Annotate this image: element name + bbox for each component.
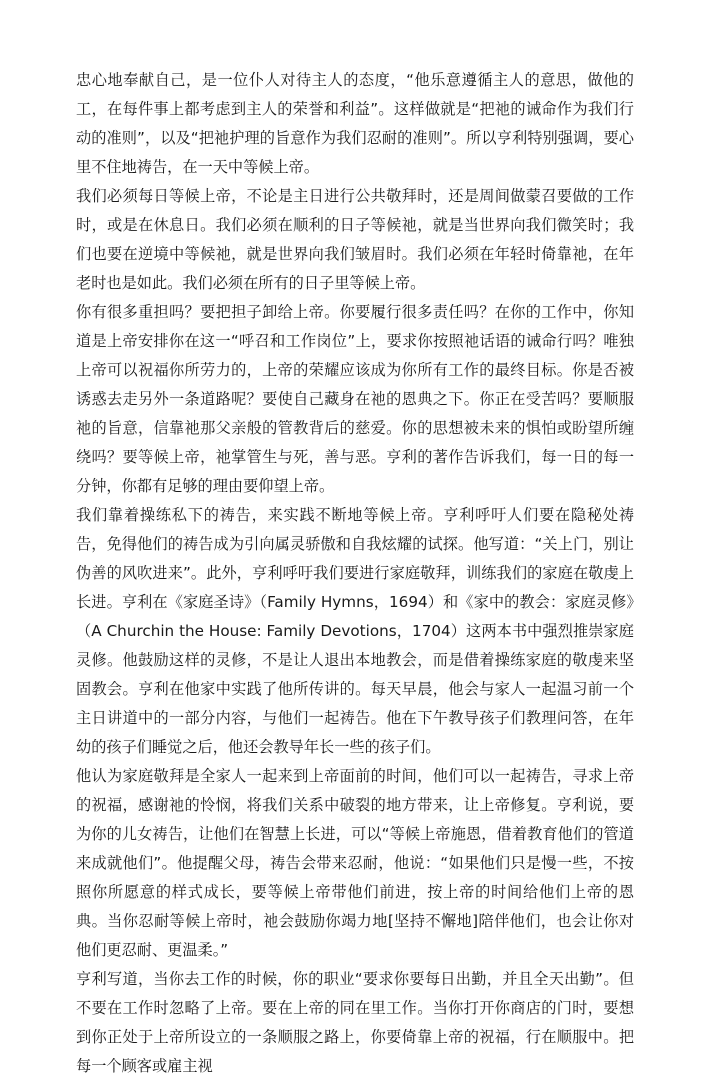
paragraph-2: 我们必须每日等候上帝，不论是主日进行公共敬拜时，还是周间做蒙召要做的工作时，或是在休息日。我们必须在顺利的日子等候祂，就是当世界向我们微笑时；我们也要在逆境中等候祂，就是世界向我们皱眉时。我们必须在年轻时倚靠祂，在年老时也是如此。我们必须在所有的日子里等候上帝。 [76,187,634,292]
paragraph-3: 你有很多重担吗？要把担子卸给上帝。你要履行很多责任吗？在你的工作中，你知道是上帝安排你在这一“呼召和工作岗位”上，要求你按照祂话语的诫命行吗？唯独上帝可以祝福你所劳力的，上帝的荣耀应该成为你所有工作的最终目标。你是否被诱惑去走另外一条道路呢？要使自己藏身在祂的恩典之下。你正在受苦吗？要顺服祂的旨意，信靠祂那父亲般的管教背后的慈爱。你的思想被未来的惧怕或盼望所缠绕吗？要等候上帝，祂掌管生与死，善与恶。亨利的著作告诉我们，每一日的每一分钟，你都有足够的理由要仰望上帝。 [76,303,634,495]
paragraph-6: 亨利写道，当你去工作的时候，你的职业“要求你要每日出勤，并且全天出勤”。但不要在工作时忽略了上帝。要在上帝的同在里工作。当你打开你商店的门时，要想到你正处于上帝所设立的一条顺服之路上，你要倚靠上帝的祝福，行在顺服中。把每一个顾客或雇主视 [76,970,634,1075]
paragraph-1: 忠心地奉献自己，是一位仆人对待主人的态度，“他乐意遵循主人的意思，做他的工，在每件事上都考虑到主人的荣誉和利益”。这样做就是“把祂的诫命作为我们行动的准则”，以及“把祂护理的旨意作为我们忍耐的准则”。所以亨利特别强调，要心里不住地祷告，在一天中等候上帝。 [76,71,634,176]
paragraph-4: 我们靠着操练私下的祷告，来实践不断地等候上帝。亨利呼吁人们要在隐秘处祷告，免得他们的祷告成为引向属灵骄傲和自我炫耀的试探。他写道：“关上门，别让伪善的风吹进来”。此外，亨利呼吁我们要进行家庭敬拜，训练我们的家庭在敬虔上长进。亨利在《家庭圣诗》（Family Hymns，1694）和《家中的教会：家庭灵修》（A Churchin the House: Family Devotions，1704）这两本书中强烈推崇家庭灵修。他鼓励这样的灵修，不是让人退出本地教会，而是借着操练家庭的敬虔来坚固教会。亨利在他家中实践了他所传讲的。每天早晨，他会与家人一起温习前一个主日讲道中的一部分内容，与他们一起祷告。他在下午教导孩子们教理问答，在年幼的孩子们睡觉之后，他还会教导年长一些的孩子们。 [76,506,634,756]
paragraph-5: 他认为家庭敬拜是全家人一起来到上帝面前的时间，他们可以一起祷告，寻求上帝的祝福，感谢祂的怜悯，将我们关系中破裂的地方带来，让上帝修复。亨利说，要为你的儿女祷告，让他们在智慧上长进，可以“等候上帝施恩，借着教育他们的管道来成就他们”。他提醒父母，祷告会带来忍耐，他说：“如果他们只是慢一些，不按照你所愿意的样式成长，要等候上帝带他们前进，按上帝的时间给他们上帝的恩典。当你忍耐等候上帝时，祂会鼓励你竭力地[坚持不懈地]陪伴他们，也会让你对他们更忍耐、更温柔。” [76,767,634,959]
document-page [76,66,634,1081]
